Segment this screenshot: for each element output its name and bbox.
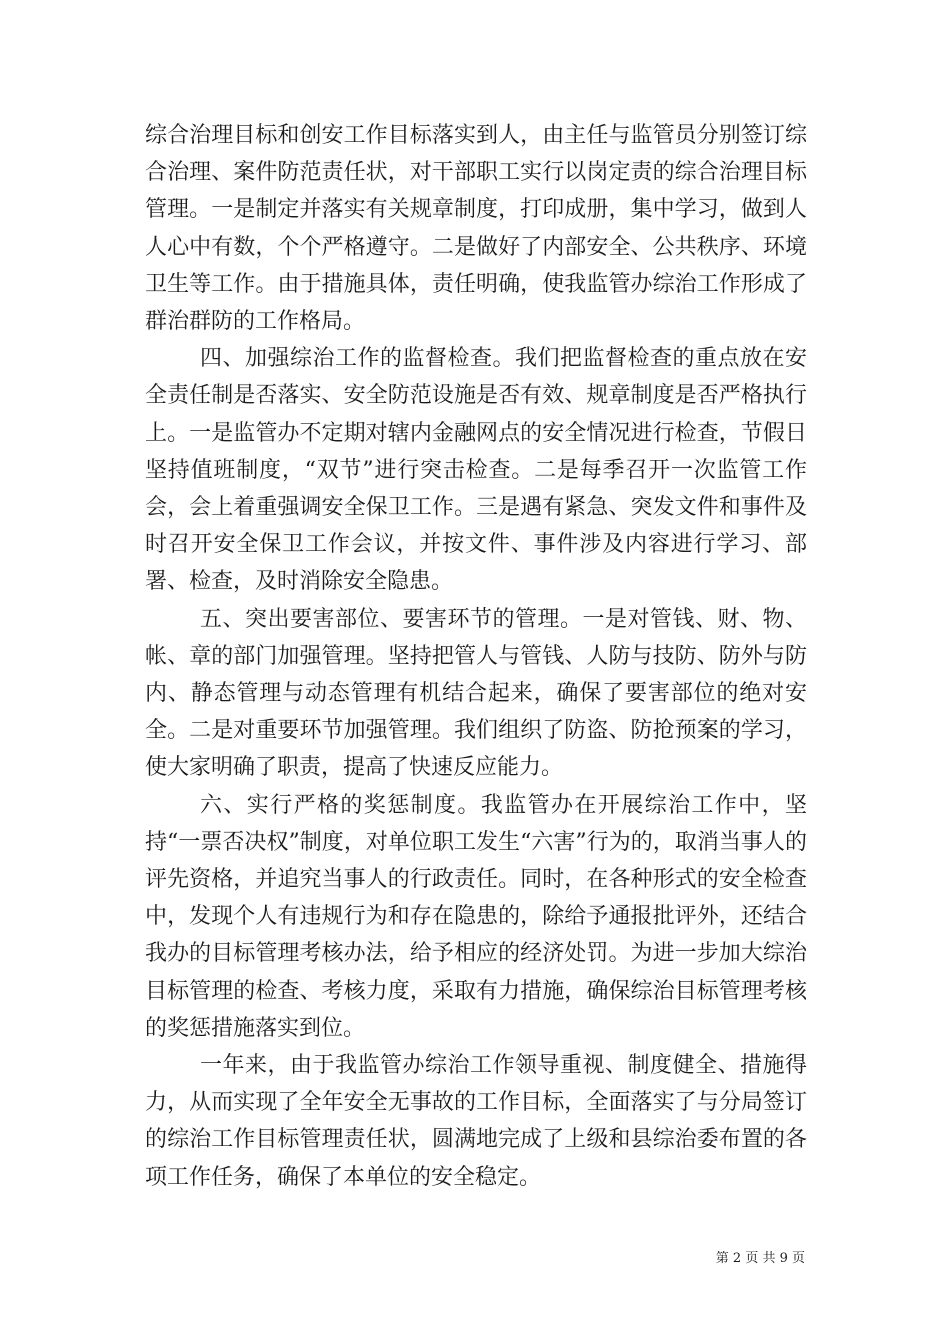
paragraph-supervision-inspection: 四、加强综治工作的监督检查。我们把监督检查的重点放在安全责任制是否落实、安全防范设施是否有效、规章制度是否严格执行上。一是监管办不定期对辖内金融网点的安全情况进行检查，节假日坚持值班制度，“双节”进行突击检查。二是每季召开一次监管工作会，会上着重强调安全保卫工作。三是遇有紧急、突发文件和事件及时召开安全保卫工作会议，并按文件、事件涉及内容进行学习、部署、检查，及时消除安全隐患。 xyxy=(145,346,807,595)
paragraph-continuation: 综合治理目标和创安工作目标落实到人，由主任与监管员分别签订综合治理、案件防范责任状，对干部职工实行以岗定责的综合治理目标管理。一是制定并落实有关规章制度，打印成册，集中学习，做到人人心中有数，个个严格遵守。二是做好了内部安全、公共秩序、环境卫生等工作。由于措施具体，责任明确，使我监管办综治工作形成了群治群防的工作格局。 xyxy=(145,123,807,335)
paragraph-rewards-penalties: 六、实行严格的奖惩制度。我监管办在开展综治工作中，坚持“一票否决权”制度，对单位职工发生“六害”行为的，取消当事人的评先资格，并追究当事人的行政责任。同时，在各种形式的安全检查中，发现个人有违规行为和存在隐患的，除给予通报批评外，还结合我办的目标管理考核办法，给予相应的经济处罚。为进一步加大综治目标管理的检查、考核力度，采取有力措施，确保综治目标管理考核的奖惩措施落实到位。 xyxy=(145,792,807,1041)
paragraph-summary: 一年来，由于我监管办综治工作领导重视、制度健全、措施得力，从而实现了全年安全无事故的工作目标，全面落实了与分局签订的综治工作目标管理责任状，圆满地完成了上级和县综治委布置的各项工作任务，确保了本单位的安全稳定。 xyxy=(145,1053,807,1190)
document-body xyxy=(145,117,807,1196)
paragraph-key-positions: 五、突出要害部位、要害环节的管理。一是对管钱、财、物、帐、章的部门加强管理。坚持把管人与管钱、人防与技防、防外与防内、静态管理与动态管理有机结合起来，确保了要害部位的绝对安全。二是对重要环节加强管理。我们组织了防盗、防抢预案的学习，使大家明确了职责，提高了快速反应能力。 xyxy=(145,606,807,781)
page-number-footer: 第 2 页 共 9 页 xyxy=(715,1251,805,1266)
